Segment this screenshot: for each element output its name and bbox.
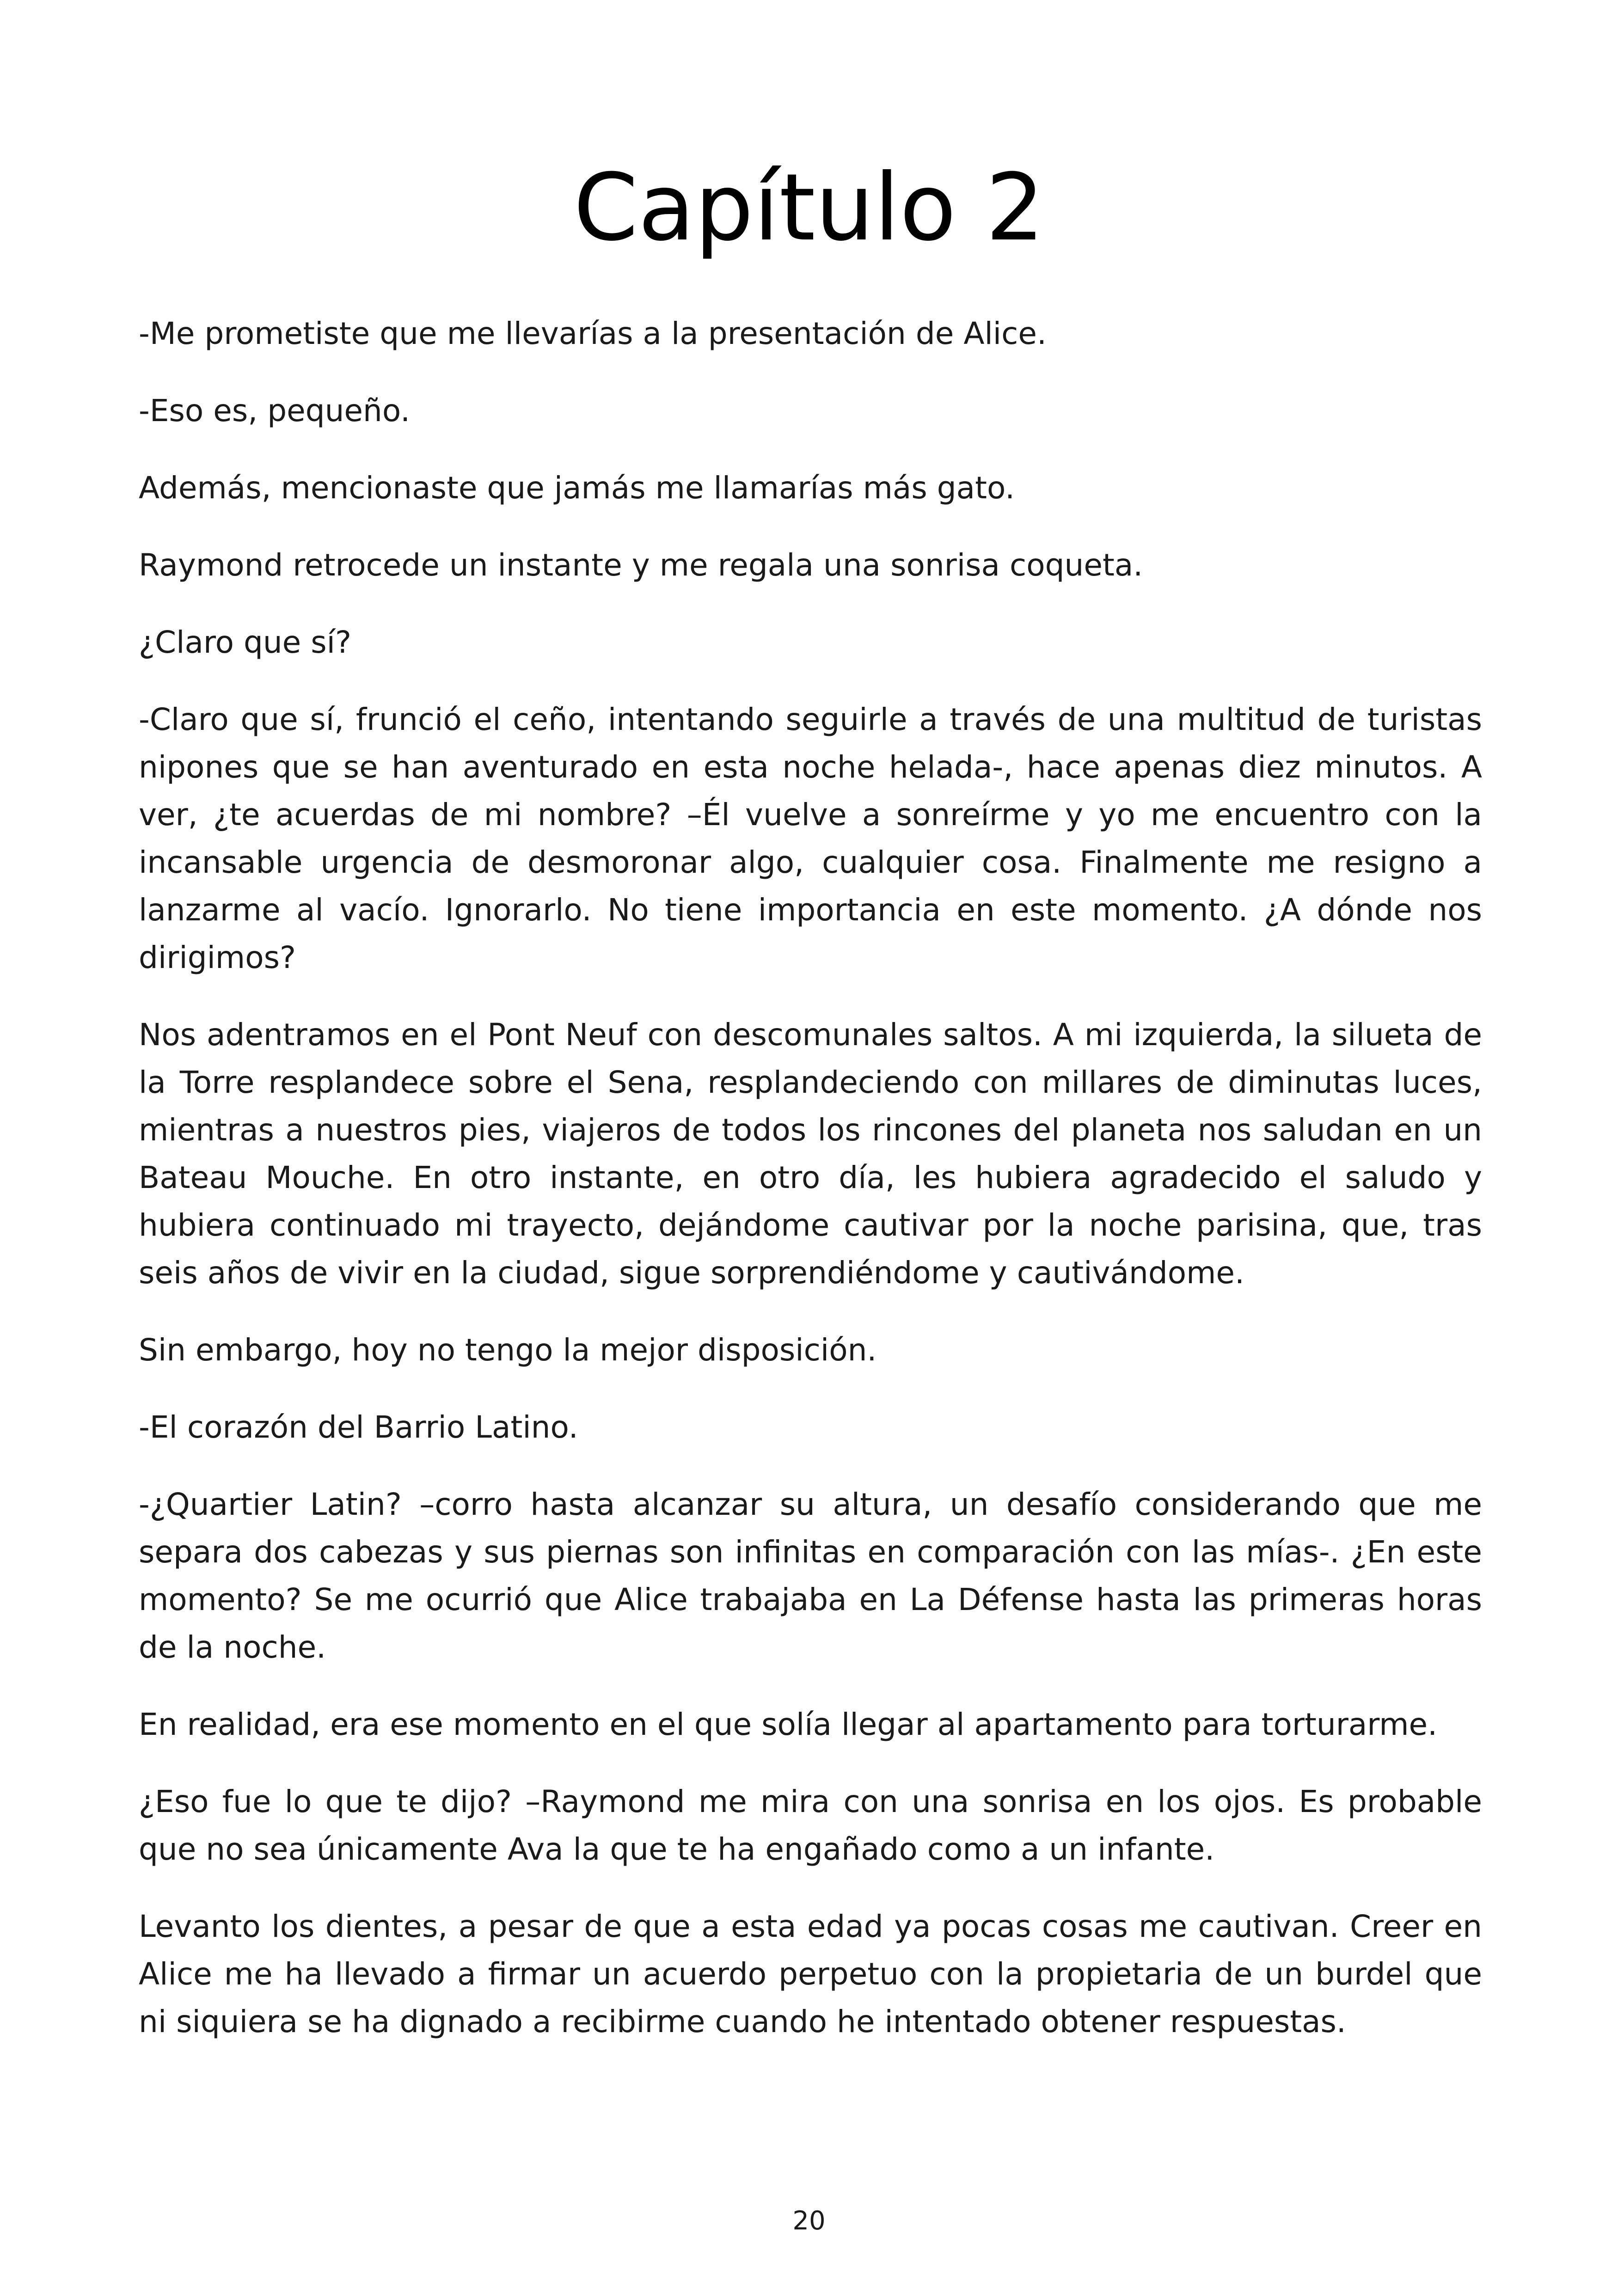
chapter-title: Capítulo 2 <box>573 154 1045 262</box>
paragraph: En realidad, era ese momento en el que solía llegar al apartamento para torturarme. <box>139 1707 1438 1742</box>
paragraph: Levanto los dientes, a pesar de que a esta edad ya pocas cosas me cautivan. Creer en Alice me ha llevado a firmar un acuerdo perpetuo con la propietaria de un burdel que ni siquiera se ha dignado a recibirme cuando he intentado obtener respuestas. <box>139 1909 1482 2039</box>
paragraph: Raymond retrocede un instante y me regala una sonrisa coqueta. <box>139 547 1143 583</box>
paragraph: ¿Claro que sí? <box>139 625 352 660</box>
paragraph: Además, mencionaste que jamás me llamarías más gato. <box>139 470 1015 506</box>
paragraph: -Claro que sí, frunció el ceño, intentando seguirle a través de una multitud de turistas nipones que se han aventurado en esta noche helada-, hace apenas diez minutos. A ver, ¿te acuerdas de mi nombre? –Él vuelve a sonreírme y yo me encuentro con la incansable urgencia de desmoronar algo, cualquier cosa. Finalmente me resigno a lanzarme al vacío. Ignorarlo. No tiene importancia en este momento. ¿A dónde nos dirigimos? <box>139 702 1482 975</box>
body-text <box>139 310 1482 2075</box>
paragraph: -El corazón del Barrio Latino. <box>139 1409 578 1445</box>
paragraph: ¿Eso fue lo que te dijo? –Raymond me mira con una sonrisa en los ojos. Es probable que no sea únicamente Ava la que te ha engañado como a un infante. <box>139 1784 1482 1867</box>
paragraph: Sin embargo, hoy no tengo la mejor disposición. <box>139 1332 877 1368</box>
paragraph: Nos adentramos en el Pont Neuf con descomunales saltos. A mi izquierda, la silueta de la Torre resplandece sobre el Sena, resplandeciendo con millares de diminutas luces, mientras a nuestros pies, viajeros de todos los rincones del planeta nos saludan en un Bateau Mouche. En otro instante, en otro día, les hubiera agradecido el saludo y hubiera continuado mi trayecto, dejándome cautivar por la noche parisina, que, tras seis años de vivir en la ciudad, sigue sorprendiéndome y cautivándome. <box>139 1017 1482 1291</box>
page-number: 20 <box>792 2206 826 2236</box>
paragraph: -¿Quartier Latin? –corro hasta alcanzar su altura, un desafío considerando que me separa dos cabezas y sus piernas son infinitas en comparación con las mías-. ¿En este momento? Se me ocurrió que Alice trabajaba en La Défense hasta las primeras horas de la noche. <box>139 1487 1482 1665</box>
paragraph: -Me prometiste que me llevarías a la presentación de Alice. <box>139 316 1047 351</box>
paragraph: -Eso es, pequeño. <box>139 393 411 429</box>
